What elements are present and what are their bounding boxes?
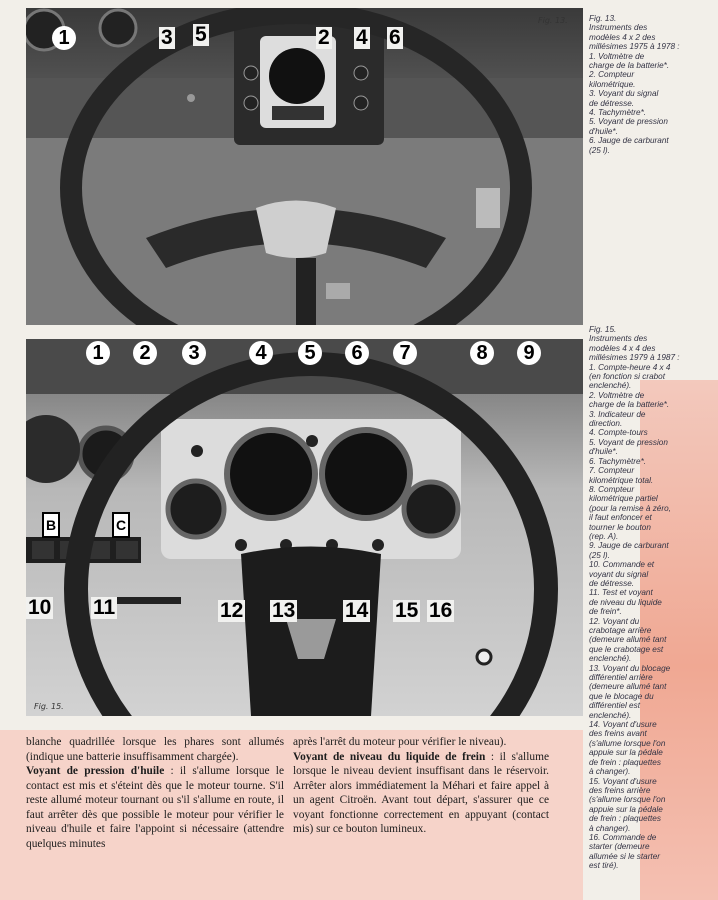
figure-13-photo bbox=[26, 8, 583, 325]
caption-item-line: il faut enfoncer et bbox=[589, 513, 652, 523]
caption-item-line: des freins arrière bbox=[589, 785, 651, 795]
caption-item-line: appuie sur la pédale bbox=[589, 748, 663, 758]
callout-bottom-8: 8 bbox=[470, 341, 494, 365]
callout-bottom-11: 11 bbox=[93, 596, 116, 619]
caption-item-line: charge de la batterie*. bbox=[589, 61, 670, 71]
callout-top-2: 2 bbox=[318, 26, 330, 49]
callout-bottom-6: 6 bbox=[345, 341, 369, 365]
brake-fluid-text: : il s'allume lorsque le niveau devient insuffisant dans le réservoir. Arrêter alors immédiatement la Méhari et faire appel à un agent Citroën. Avant tout départ, s'assurer que ce voyant fonctionne correctement en appuyant (contact mis) sur ce bouton lumineux. bbox=[293, 750, 549, 835]
callout-top-4: 4 bbox=[356, 26, 368, 49]
caption-item-line: 13. Voyant du blocage bbox=[589, 663, 671, 673]
caption-item-line: 5. Voyant de pression bbox=[589, 117, 668, 127]
caption-item-line: allumée si le starter bbox=[589, 851, 660, 861]
caption-head-line: Fig. 15. bbox=[589, 325, 617, 334]
caption-item-line: starter (demeure bbox=[589, 842, 650, 852]
body-column-right bbox=[293, 735, 549, 837]
caption-item-line: différentiel est bbox=[589, 701, 640, 711]
caption-item-line: que le crabotage est bbox=[589, 644, 664, 654]
callout-bottom-1: 1 bbox=[86, 341, 110, 365]
caption-item-line: kilométrique partiel bbox=[589, 494, 658, 504]
figure-15-photo bbox=[26, 339, 583, 716]
callout-top-3: 3 bbox=[161, 26, 173, 49]
caption-item-line: de frein : plaquettes bbox=[589, 814, 661, 824]
caption-item-line: différentiel arrière bbox=[589, 673, 653, 683]
caption-item-line: 11. Test et voyant bbox=[589, 588, 653, 598]
caption-item-line: (demeure allumé tant bbox=[589, 635, 667, 645]
caption-head-line: millésimes 1979 à 1987 : bbox=[589, 353, 680, 363]
callout-bottom-13: 13 bbox=[272, 599, 296, 622]
caption-head-line: modèles 4 x 4 des bbox=[589, 343, 656, 353]
caption-item-line: 4. Compte-tours bbox=[589, 428, 648, 438]
callout-bottom-14: 14 bbox=[345, 599, 369, 622]
caption-item-line: 3. Voyant du signal bbox=[589, 89, 659, 99]
caption-head-line: Instruments des bbox=[589, 23, 648, 33]
caption-head-line: Fig. 13. bbox=[589, 14, 617, 23]
caption-item-line: 16. Commande de bbox=[589, 832, 657, 842]
callout-letter-b: B bbox=[42, 512, 60, 538]
caption-item-line: 14. Voyant d'usure bbox=[589, 720, 657, 730]
caption-item-line: 1. Voltmètre de bbox=[589, 51, 645, 61]
caption-figure-13 bbox=[589, 14, 707, 155]
callout-bottom-3: 3 bbox=[182, 341, 206, 365]
callout-bottom-5: 5 bbox=[298, 341, 322, 365]
caption-item-line: 15. Voyant d'usure bbox=[589, 776, 657, 786]
figure-15-tag: Fig. 15. bbox=[34, 702, 64, 711]
caption-item-line: (25 l). bbox=[589, 145, 610, 155]
callout-bottom-2: 2 bbox=[133, 341, 157, 365]
caption-item-line: (pour la remise à zéro, bbox=[589, 503, 671, 513]
caption-item-line: 10. Commande et bbox=[589, 560, 655, 570]
caption-item-line: 7. Compteur bbox=[589, 466, 635, 476]
caption-item-line: de niveau du liquide bbox=[589, 597, 662, 607]
caption-figure-15 bbox=[589, 325, 707, 871]
caption-item-line: 1. Compte-heure 4 x 4 bbox=[589, 362, 671, 372]
callout-top-1: 1 bbox=[52, 26, 76, 50]
caption-item-line: (en fonction si crabot bbox=[589, 372, 666, 382]
oil-pressure-text: : il s'allume lorsque le contact est mis et s'éteint dès que le moteur tourne. S'il reste allumé moteur tournant ou s'il s'allume en route, il faut arrêter dès que possible le moteur pour vérifier le niveau d'huile et faire l'appoint si nécessaire (attendre quelques minutes bbox=[26, 765, 284, 850]
caption-item-line: à changer). bbox=[589, 767, 631, 777]
callout-bottom-16: 16 bbox=[429, 599, 453, 622]
caption-item-line: direction. bbox=[589, 419, 623, 429]
caption-head-line: modèles 4 x 2 des bbox=[589, 32, 656, 42]
caption-item-line: enclenché). bbox=[589, 381, 632, 391]
callout-bottom-9: 9 bbox=[517, 341, 541, 365]
body-right-intro: après l'arrêt du moteur pour vérifier le niveau). bbox=[293, 736, 507, 748]
caption-item-line: que le blocage du bbox=[589, 691, 654, 701]
caption-item-line: de détresse. bbox=[589, 578, 635, 588]
caption-item-line: kilométrique. bbox=[589, 79, 636, 89]
caption-item-line: (demeure allumé tant bbox=[589, 682, 667, 692]
caption-item-line: des freins avant bbox=[589, 729, 647, 739]
caption-item-line: 8. Compteur bbox=[589, 484, 635, 494]
caption-item-line: 6. Tachymètre*. bbox=[589, 456, 647, 466]
caption-item-line: crabotage arrière bbox=[589, 626, 652, 635]
caption-item-line: de frein : plaquettes bbox=[589, 757, 661, 767]
caption-item-line: (rep. A). bbox=[589, 531, 619, 541]
callout-letter-c: C bbox=[112, 512, 130, 538]
caption-item-line: (s'allume lorsque l'on bbox=[589, 795, 666, 805]
caption-item-line: 4. Tachymètre*. bbox=[589, 108, 647, 118]
callout-bottom-12: 12 bbox=[220, 599, 244, 622]
caption-item-line: enclenché). bbox=[589, 710, 632, 720]
figure-13-tag: Fig. 13. bbox=[538, 16, 568, 25]
caption-item-line: d'huile*. bbox=[589, 447, 618, 457]
brake-fluid-heading: Voyant de niveau du liquide de frein bbox=[293, 750, 486, 763]
caption-item-line: de frein*. bbox=[589, 607, 622, 617]
caption-item-line: tourner le bouton bbox=[589, 522, 651, 532]
oil-pressure-heading: Voyant de pression d'huile bbox=[26, 765, 165, 777]
caption-item-line: voyant du signal bbox=[589, 569, 649, 579]
callout-bottom-4: 4 bbox=[249, 341, 273, 365]
caption-item-line: appuie sur la pédale bbox=[589, 804, 663, 814]
caption-item-line: 9. Jauge de carburant bbox=[589, 541, 669, 551]
caption-item-line: kilométrique total. bbox=[589, 475, 654, 485]
body-column-left bbox=[26, 735, 284, 851]
caption-item-line: à changer). bbox=[589, 823, 631, 833]
caption-item-line: (25 l). bbox=[589, 550, 610, 560]
caption-item-line: 2. Compteur bbox=[589, 70, 635, 80]
caption-item-line: de détresse. bbox=[589, 98, 635, 108]
caption-item-line: 2. Voltmètre de bbox=[589, 390, 645, 400]
caption-item-line: d'huile*. bbox=[589, 126, 618, 136]
callout-top-6: 6 bbox=[389, 26, 401, 49]
caption-item-line: est tiré). bbox=[589, 861, 619, 871]
caption-head-line: Instruments des bbox=[589, 334, 648, 344]
caption-item-line: 12. Voyant du bbox=[589, 616, 640, 626]
caption-item-line: 6. Jauge de carburant bbox=[589, 136, 669, 146]
caption-item-line: enclenché). bbox=[589, 654, 632, 664]
caption-item-line: (s'allume lorsque l'on bbox=[589, 738, 666, 748]
callout-bottom-10: 10 bbox=[28, 596, 52, 619]
body-left-intro: blanche quadrillée lorsque les phares sont allumés (indique une batterie insuffisamment chargée). bbox=[26, 736, 284, 763]
callout-bottom-7: 7 bbox=[393, 341, 417, 365]
caption-item-line: 3. Indicateur de bbox=[589, 409, 646, 419]
caption-item-line: charge de la batterie*. bbox=[589, 400, 670, 410]
callout-bottom-15: 15 bbox=[395, 599, 419, 622]
caption-head-line: millésimes 1975 à 1978 : bbox=[589, 42, 680, 52]
caption-item-line: 5. Voyant de pression bbox=[589, 437, 668, 447]
callout-top-5: 5 bbox=[195, 23, 207, 46]
